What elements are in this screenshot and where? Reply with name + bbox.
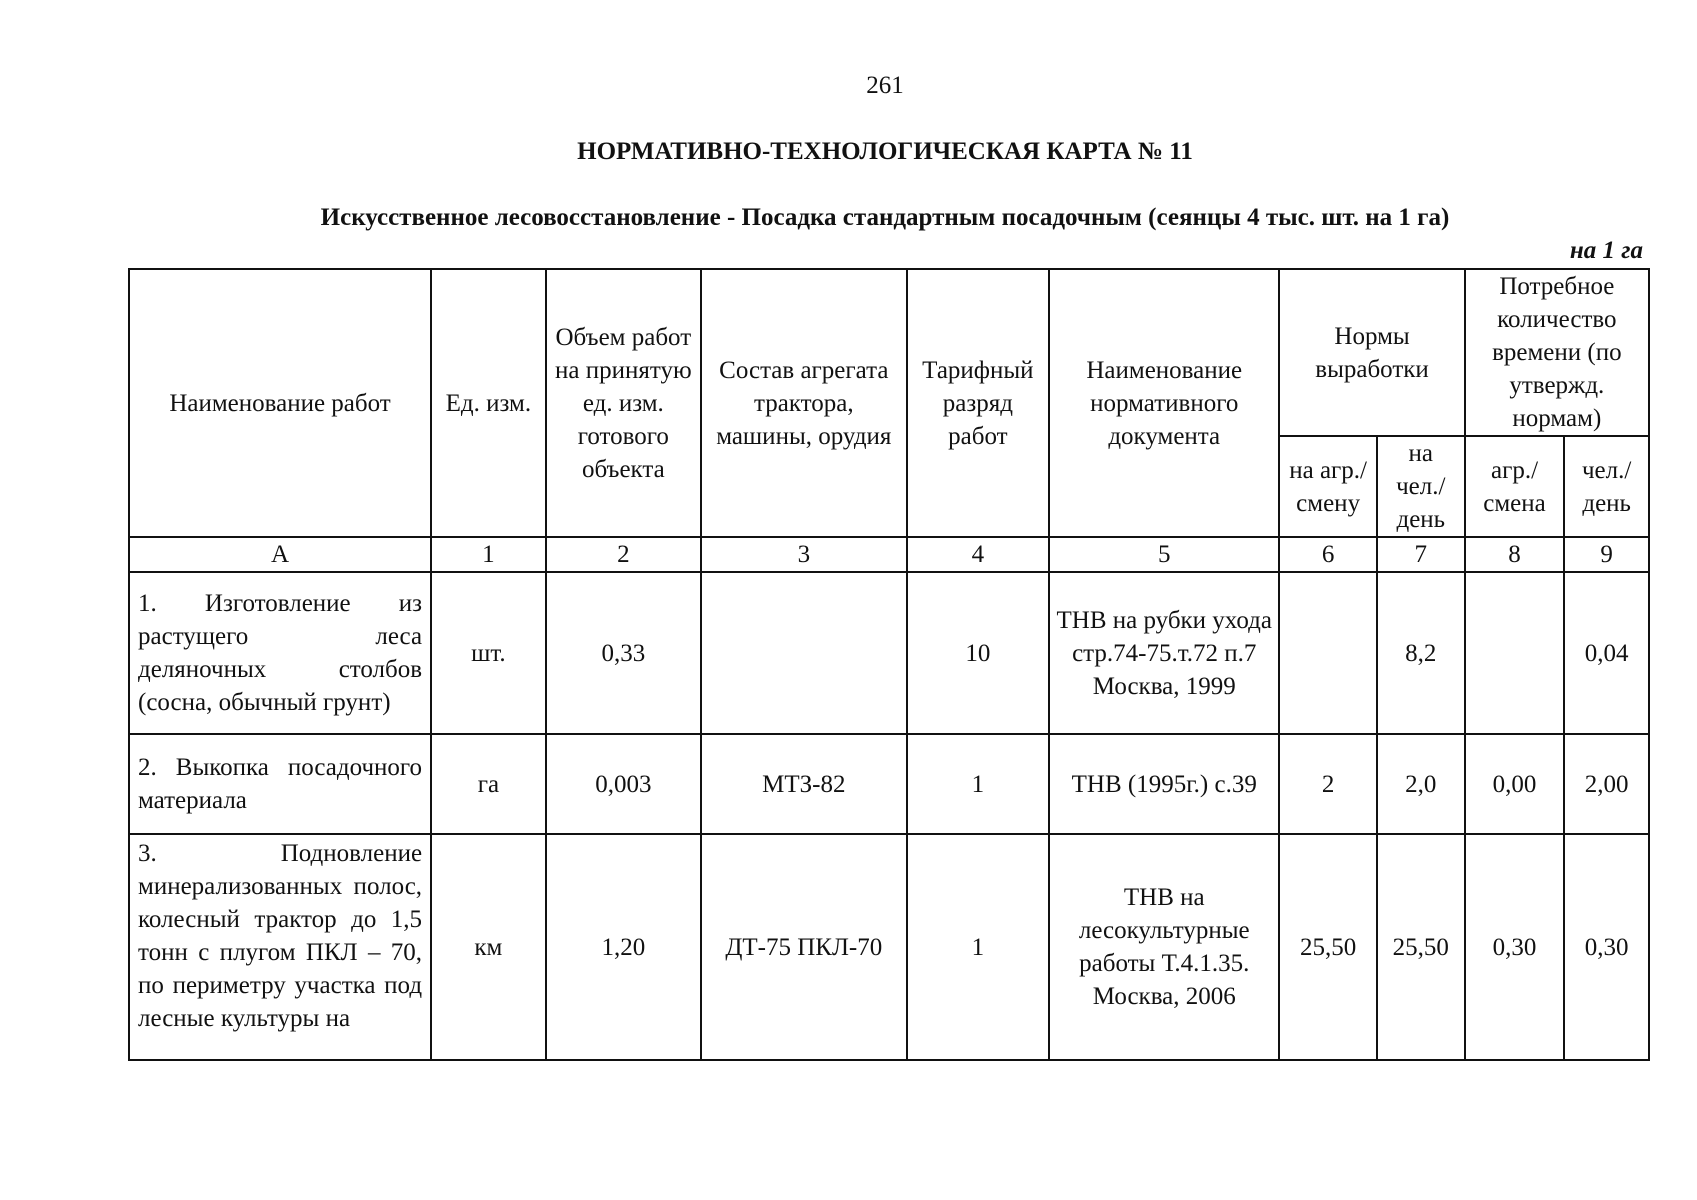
norms-table <box>128 268 1650 1061</box>
cell-norm-person: 8,2 <box>1377 572 1465 734</box>
cell-volume: 0,003 <box>546 734 701 834</box>
cell-unit: га <box>431 734 546 834</box>
header-work-name: Наименование работ <box>129 269 431 537</box>
header-norm-agr: на агр./ смену <box>1279 436 1376 537</box>
cell-norm-agr: 2 <box>1279 734 1376 834</box>
cell-time-agr: 0,30 <box>1465 834 1565 1060</box>
cell-machinery <box>701 572 907 734</box>
unit-note: на 1 га <box>1569 237 1643 264</box>
cell-grade: 1 <box>907 734 1049 834</box>
header-document: Наименование нормативного документа <box>1049 269 1279 537</box>
cell-machinery: ДТ-75 ПКЛ-70 <box>701 834 907 1060</box>
cell-document: ТНВ на лесокультурные работы Т.4.1.35. Москва, 2006 <box>1049 834 1279 1060</box>
cell-work-name: 2. Выкопка посадочного материала <box>129 734 431 834</box>
cell-work-name: 1. Изготовление из растущего леса деляночных столбов (сосна, обычный грунт) <box>129 572 431 734</box>
header-time-agr: агр./ смена <box>1465 436 1565 537</box>
header-norm-person: на чел./ день <box>1377 436 1465 537</box>
column-index: 1 <box>431 537 546 572</box>
document-title: НОРМАТИВНО-ТЕХНОЛОГИЧЕСКАЯ КАРТА № 11 <box>577 138 1193 165</box>
cell-norm-agr: 25,50 <box>1279 834 1376 1060</box>
header-grade: Тарифный разряд работ <box>907 269 1049 537</box>
cell-norm-agr <box>1279 572 1376 734</box>
header-time-person: чел./ день <box>1564 436 1649 537</box>
cell-time-person: 0,30 <box>1564 834 1649 1060</box>
cell-time-agr <box>1465 572 1565 734</box>
cell-grade: 1 <box>907 834 1049 1060</box>
header-norms: Нормы выработки <box>1279 269 1464 436</box>
cell-grade: 10 <box>907 572 1049 734</box>
cell-time-person: 0,04 <box>1564 572 1649 734</box>
header-time-required: Потребное количество времени (по утвержд. нормам) <box>1465 269 1649 436</box>
cell-time-person: 2,00 <box>1564 734 1649 834</box>
cell-volume: 1,20 <box>546 834 701 1060</box>
column-index: 5 <box>1049 537 1279 572</box>
cell-unit: км <box>431 834 546 1060</box>
page-number: 261 <box>866 72 904 99</box>
column-index: 2 <box>546 537 701 572</box>
document-subtitle: Искусственное лесовосстановление - Посадка стандартным посадочным (сеянцы 4 тыс. шт. на 1 га) <box>320 204 1450 231</box>
header-unit: Ед. изм. <box>431 269 546 537</box>
column-index: 4 <box>907 537 1049 572</box>
column-index: А <box>129 537 431 572</box>
cell-time-agr: 0,00 <box>1465 734 1565 834</box>
cell-norm-person: 2,0 <box>1377 734 1465 834</box>
cell-document: ТНВ на рубки ухода стр.74-75.т.72 п.7 Москва, 1999 <box>1049 572 1279 734</box>
column-index: 8 <box>1465 537 1565 572</box>
cell-unit: шт. <box>431 572 546 734</box>
cell-work-name: 3. Подновление минерализованных полос, колесный трактор до 1,5 тонн с плугом ПКЛ – 70, по периметру участка под лесные культуры на <box>129 834 431 1060</box>
table-row <box>129 572 1649 734</box>
cell-document: ТНВ (1995г.) с.39 <box>1049 734 1279 834</box>
column-index: 9 <box>1564 537 1649 572</box>
header-volume: Объем работ на принятую ед. изм. готового объекта <box>546 269 701 537</box>
column-index: 7 <box>1377 537 1465 572</box>
cell-machinery: МТЗ-82 <box>701 734 907 834</box>
table-row <box>129 734 1649 834</box>
cell-norm-person: 25,50 <box>1377 834 1465 1060</box>
column-index-row <box>129 537 1649 572</box>
column-index: 3 <box>701 537 907 572</box>
header-machinery: Состав агрегата трактора, машины, орудия <box>701 269 907 537</box>
column-index: 6 <box>1279 537 1376 572</box>
cell-volume: 0,33 <box>546 572 701 734</box>
table-row <box>129 834 1649 1060</box>
